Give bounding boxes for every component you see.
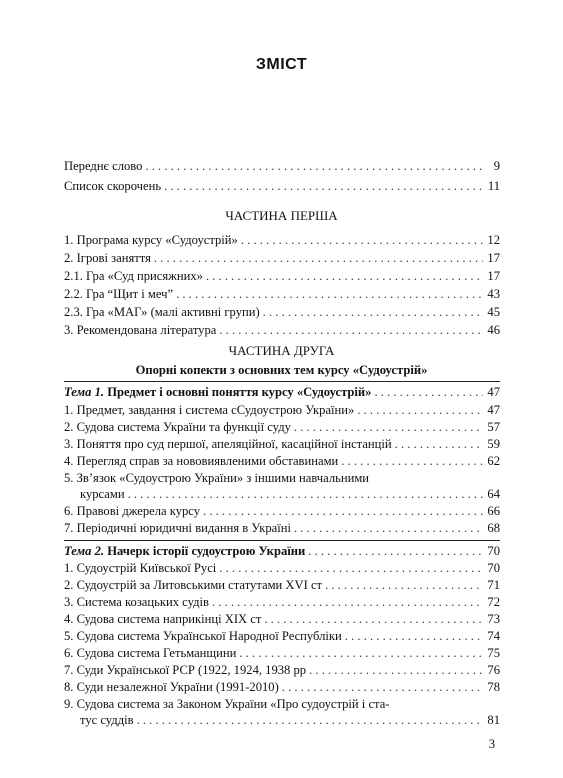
part-two-subtitle: Опорні копекти з основних тем курсу «Судоустрій»	[135, 363, 428, 377]
toc-entry[interactable]	[64, 250, 500, 266]
toc-entry-page: 47	[487, 403, 500, 417]
toc-entry-title: 3. Система козацьких судів	[64, 595, 209, 609]
toc-entry[interactable]	[64, 436, 500, 452]
toc-entry[interactable]	[64, 286, 500, 302]
leader-dots	[263, 304, 483, 320]
leader-dots	[239, 645, 483, 661]
toc-entry-title: 1. Програма курсу «Судоустрій»	[64, 233, 238, 247]
toc-entry-abbreviations[interactable]	[64, 178, 500, 194]
leader-dots	[294, 520, 483, 536]
toc-entry[interactable]	[64, 419, 500, 435]
toc-entry-title: 6. Судова система Гетьманщини	[64, 646, 237, 660]
toc-entry-continuation[interactable]	[80, 712, 500, 728]
topic-label: Тема 1.	[64, 385, 105, 399]
toc-entry-page: 43	[487, 287, 500, 301]
toc-entry-page: 12	[487, 233, 500, 247]
toc-entry-page: 81	[487, 713, 500, 727]
toc-entry-title: 4. Перегляд справ за нововиявленими обставинами	[64, 454, 339, 468]
toc-entry-title: 7. Періодичні юридичні видання в Україні	[64, 521, 291, 535]
toc-entry[interactable]	[64, 232, 500, 248]
toc-entry-page: 68	[487, 521, 500, 535]
leader-dots	[212, 594, 483, 610]
leader-dots	[345, 628, 483, 644]
toc-entry-title: Переднє слово	[64, 159, 143, 173]
toc-entry[interactable]	[64, 402, 500, 418]
toc-entry-page: 17	[487, 251, 500, 265]
toc-entry-page: 45	[487, 305, 500, 319]
topic-label: Тема 2.	[64, 544, 105, 558]
toc-entry-page: 9	[493, 159, 500, 173]
toc-entry-continuation[interactable]	[80, 486, 500, 502]
toc-entry-title: 7. Суди Української РСР (1922, 1924, 1938 рр	[64, 663, 307, 677]
page-title: ЗМІСТ	[255, 56, 308, 73]
toc-entry-title: 2. Ігрові заняття	[64, 251, 151, 265]
toc-entry-page: 62	[487, 454, 500, 468]
leader-dots	[325, 577, 483, 593]
leader-dots	[395, 436, 483, 452]
toc-entry[interactable]	[64, 268, 500, 284]
toc-entry-page: 76	[487, 663, 500, 677]
topic-1-heading[interactable]	[64, 384, 500, 400]
leader-dots	[203, 503, 483, 519]
leader-dots	[294, 419, 483, 435]
leader-dots	[154, 250, 483, 266]
leader-dots	[341, 453, 483, 469]
toc-entry[interactable]	[64, 611, 500, 627]
toc-entry-page: 74	[487, 629, 500, 643]
toc-entry-foreword[interactable]	[64, 158, 500, 174]
toc-entry-page: 47	[487, 385, 500, 399]
leader-dots	[374, 384, 483, 400]
toc-entry-page: 75	[487, 646, 500, 660]
toc-entry[interactable]	[64, 594, 500, 610]
section-divider	[64, 540, 500, 541]
toc-entry-page: 57	[487, 420, 500, 434]
toc-entry-page: 70	[487, 544, 500, 558]
toc-entry-title: 2.1. Гра «Суд присяжних»	[64, 269, 203, 283]
toc-entry-title[interactable]: 9. Судова система за Законом України «Про судоустрій і ста-	[64, 697, 390, 711]
leader-dots	[219, 322, 483, 338]
toc-entry-page: 46	[487, 323, 500, 337]
toc-entry-title: 4. Судова система наприкінці XIX ст	[64, 612, 262, 626]
leader-dots	[309, 662, 483, 678]
toc-entry[interactable]	[64, 560, 500, 576]
leader-dots	[241, 232, 483, 248]
toc-entry[interactable]	[64, 304, 500, 320]
topic-title: Начерк історії судоустрою України	[107, 544, 306, 558]
leader-dots	[176, 286, 483, 302]
leader-dots	[357, 402, 483, 418]
toc-entry-title: 1. Судоустрій Київської Русі	[64, 561, 217, 575]
toc-entry-page: 17	[487, 269, 500, 283]
leader-dots	[206, 268, 483, 284]
toc-entry-page: 66	[487, 504, 500, 518]
toc-entry-title	[64, 384, 371, 400]
leader-dots	[164, 178, 483, 194]
leader-dots	[137, 712, 483, 728]
toc-entry-title: тус суддів	[80, 713, 134, 727]
toc-entry-page: 70	[487, 561, 500, 575]
toc-entry-title: 3. Рекомендована література	[64, 323, 217, 337]
toc-entry-page: 59	[487, 437, 500, 451]
toc-entry-page: 72	[487, 595, 500, 609]
topic-title: Предмет і основні поняття курсу «Судоустрій»	[107, 385, 372, 399]
part-one-heading: ЧАСТИНА ПЕРША	[225, 208, 338, 223]
toc-entry-title: 2. Судоустрій за Литовськими статутами XVI ст	[64, 578, 323, 592]
toc-entry[interactable]	[64, 628, 500, 644]
toc-entry-title: курсами	[80, 487, 125, 501]
toc-entry-page: 71	[487, 578, 500, 592]
toc-entry-title: 2.2. Гра “Щит і меч”	[64, 287, 174, 301]
toc-entry-page: 64	[487, 487, 500, 501]
leader-dots	[145, 158, 483, 174]
toc-entry[interactable]	[64, 679, 500, 695]
toc-entry-title: 2. Судова система України та функції суду	[64, 420, 291, 434]
leader-dots	[128, 486, 483, 502]
leader-dots	[219, 560, 483, 576]
toc-entry-title	[64, 543, 305, 559]
toc-entry-page: 78	[487, 680, 500, 694]
toc-entry[interactable]	[64, 645, 500, 661]
section-divider	[64, 381, 500, 382]
toc-entry[interactable]	[64, 577, 500, 593]
toc-entry-title: 2.3. Гра «МАГ» (малі активні групи)	[64, 305, 260, 319]
toc-entry[interactable]	[64, 322, 500, 338]
toc-entry-page: 11	[487, 179, 500, 193]
toc-entry-title[interactable]: 5. Зв’язок «Судоустрою України» з іншими навчальними	[64, 471, 370, 485]
part-two-heading: ЧАСТИНА ДРУГА	[228, 343, 335, 358]
topic-2-heading[interactable]	[64, 543, 500, 559]
leader-dots	[264, 611, 483, 627]
leader-dots	[308, 543, 483, 559]
toc-entry-title: 5. Судова система Української Народної Республіки	[64, 629, 342, 643]
toc-entry[interactable]	[64, 662, 500, 678]
toc-entry-title: Список скорочень	[64, 179, 162, 193]
page-number: 3	[488, 737, 495, 751]
toc-entry-page: 73	[487, 612, 500, 626]
leader-dots	[282, 679, 483, 695]
toc-entry[interactable]	[64, 453, 500, 469]
toc-entry[interactable]	[64, 503, 500, 519]
toc-entry-title: 1. Предмет, завдання і система сСудоустрою України»	[64, 403, 355, 417]
toc-entry-title: 8. Суди незалежної України (1991-2010)	[64, 680, 279, 694]
toc-entry[interactable]	[64, 520, 500, 536]
toc-entry-title: 3. Поняття про суд першої, апеляційної, касаційної інстанцій	[64, 437, 392, 451]
toc-entry-title: 6. Правові джерела курсу	[64, 504, 201, 518]
